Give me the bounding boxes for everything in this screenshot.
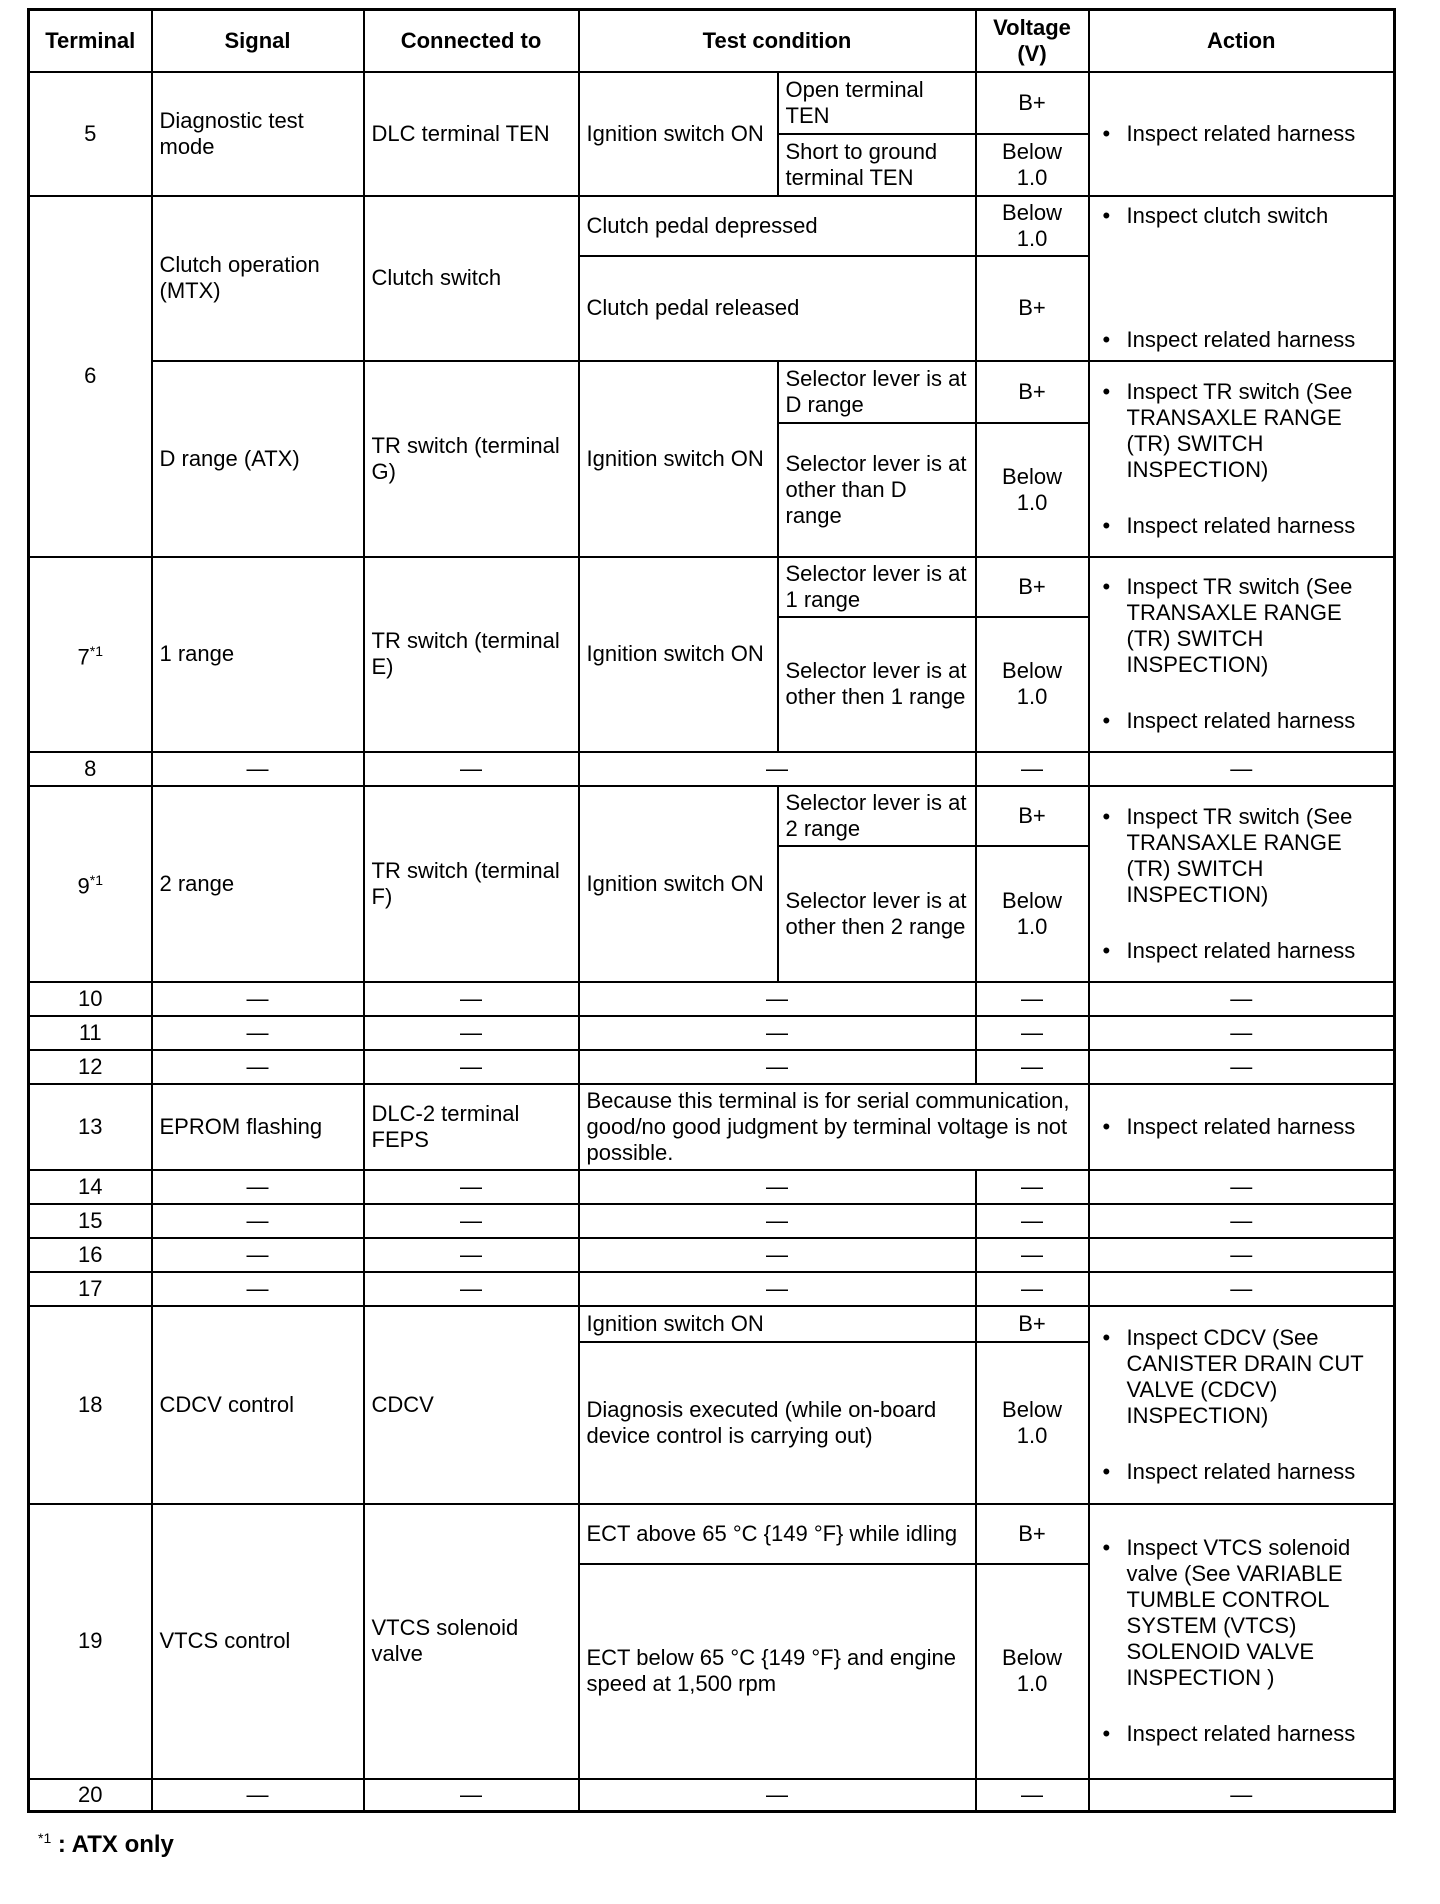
voltage-cell: Below 1.0 xyxy=(976,617,1089,752)
empty-cell: — xyxy=(1089,1238,1395,1272)
table-row xyxy=(29,1779,1395,1812)
table-row xyxy=(29,1306,1395,1342)
empty-cell: — xyxy=(1089,1779,1395,1812)
connected-cell: Clutch switch xyxy=(364,196,579,361)
action-item: • Inspect related harness xyxy=(1127,1114,1387,1140)
footnote-text: : ATX only xyxy=(57,1831,174,1858)
subcondition-cell: Selector lever is at 1 range xyxy=(778,557,976,617)
action-item: • Inspect CDCV (See CANISTER DRAIN CUT VALVE (CDCV) INSPECTION) xyxy=(1127,1325,1387,1429)
action-cell xyxy=(1089,1306,1395,1504)
action-item: • Inspect TR switch (See TRANSAXLE RANGE (TR) SWITCH INSPECTION) xyxy=(1127,574,1387,678)
empty-cell: — xyxy=(579,1204,976,1238)
empty-cell: — xyxy=(152,1238,364,1272)
action-cell xyxy=(1089,1504,1395,1779)
connected-cell: DLC-2 terminal FEPS xyxy=(364,1084,579,1170)
empty-cell: — xyxy=(976,1170,1089,1204)
table-row xyxy=(29,982,1395,1016)
action-item: • Inspect related harness xyxy=(1127,1721,1387,1747)
empty-cell: — xyxy=(364,1050,579,1084)
voltage-cell: Below 1.0 xyxy=(976,196,1089,256)
empty-cell: — xyxy=(579,1238,976,1272)
signal-cell: Diagnostic test mode xyxy=(152,72,364,196)
signal-cell: D range (ATX) xyxy=(152,361,364,557)
table-row xyxy=(29,196,1395,256)
terminal-cell: 8 xyxy=(29,752,152,786)
terminal-cell: 14 xyxy=(29,1170,152,1204)
voltage-cell: B+ xyxy=(976,361,1089,423)
signal-cell: VTCS control xyxy=(152,1504,364,1779)
action-item: • Inspect related harness xyxy=(1127,1459,1387,1485)
header-connected-to: Connected to xyxy=(364,10,579,72)
empty-cell: — xyxy=(579,1779,976,1812)
empty-cell: — xyxy=(579,1050,976,1084)
empty-cell: — xyxy=(976,1016,1089,1050)
empty-cell: — xyxy=(152,752,364,786)
header-terminal: Terminal xyxy=(29,10,152,72)
action-item: • Inspect related harness xyxy=(1127,121,1387,147)
empty-cell: — xyxy=(152,982,364,1016)
empty-cell: — xyxy=(152,1016,364,1050)
empty-cell: — xyxy=(579,752,976,786)
empty-cell: — xyxy=(364,1204,579,1238)
empty-cell: — xyxy=(976,982,1089,1016)
table-row xyxy=(29,786,1395,846)
empty-cell: — xyxy=(364,982,579,1016)
empty-cell: — xyxy=(1089,1016,1395,1050)
connected-cell: TR switch (terminal E) xyxy=(364,557,579,752)
empty-cell: — xyxy=(1089,1204,1395,1238)
empty-cell: — xyxy=(152,1204,364,1238)
empty-cell: — xyxy=(152,1779,364,1812)
empty-cell: — xyxy=(579,1016,976,1050)
voltage-cell: B+ xyxy=(976,256,1089,361)
voltage-cell: B+ xyxy=(976,1306,1089,1342)
table-row xyxy=(29,752,1395,786)
terminal-cell: 19 xyxy=(29,1504,152,1779)
condition-cell: Ignition switch ON xyxy=(579,361,778,557)
condition-cell: ECT below 65 °C {149 °F} and engine speed at 1,500 rpm xyxy=(579,1564,976,1779)
action-item: • Inspect related harness xyxy=(1127,327,1387,353)
header-test-condition: Test condition xyxy=(579,10,976,72)
terminal-cell: 12 xyxy=(29,1050,152,1084)
terminal-cell: 18 xyxy=(29,1306,152,1504)
empty-cell: — xyxy=(1089,1272,1395,1306)
condition-cell: Ignition switch ON xyxy=(579,72,778,196)
table-row xyxy=(29,1050,1395,1084)
empty-cell: — xyxy=(1089,1170,1395,1204)
empty-cell: — xyxy=(152,1050,364,1084)
action-cell xyxy=(1089,361,1395,557)
table-row xyxy=(29,1238,1395,1272)
empty-cell: — xyxy=(579,1272,976,1306)
condition-cell: ECT above 65 °C {149 °F} while idling xyxy=(579,1504,976,1564)
empty-cell: — xyxy=(364,1272,579,1306)
signal-cell: EPROM flashing xyxy=(152,1084,364,1170)
empty-cell: — xyxy=(364,1238,579,1272)
terminal-cell: 16 xyxy=(29,1238,152,1272)
subcondition-cell: Short to ground terminal TEN xyxy=(778,134,976,196)
table-row xyxy=(29,1504,1395,1564)
subcondition-cell: Selector lever is at D range xyxy=(778,361,976,423)
empty-cell: — xyxy=(976,752,1089,786)
condition-cell: Clutch pedal released xyxy=(579,256,976,361)
table-row xyxy=(29,1204,1395,1238)
signal-cell: 2 range xyxy=(152,786,364,982)
connected-cell: TR switch (terminal F) xyxy=(364,786,579,982)
condition-cell: Ignition switch ON xyxy=(579,557,778,752)
connected-cell: DLC terminal TEN xyxy=(364,72,579,196)
footnote xyxy=(38,1830,174,1859)
terminal-cell: 7$^{*1}$ xyxy=(29,557,152,752)
terminal-cell: 9$^{*1}$ xyxy=(29,786,152,982)
empty-cell: — xyxy=(152,1272,364,1306)
voltage-cell: Below 1.0 xyxy=(976,1342,1089,1504)
subcondition-cell: Selector lever is at other then 1 range xyxy=(778,617,976,752)
action-item: • Inspect related harness xyxy=(1127,938,1387,964)
terminal-cell: 17 xyxy=(29,1272,152,1306)
footnote-mark: *1 xyxy=(38,1830,52,1846)
terminal-cell: 6 xyxy=(29,196,152,557)
voltage-cell: B+ xyxy=(976,72,1089,134)
empty-cell: — xyxy=(579,1170,976,1204)
empty-cell: — xyxy=(364,1170,579,1204)
action-cell xyxy=(1089,196,1395,361)
table-row xyxy=(29,1084,1395,1170)
voltage-cell: Below 1.0 xyxy=(976,134,1089,196)
empty-cell: — xyxy=(976,1272,1089,1306)
condition-cell: Clutch pedal depressed xyxy=(579,196,976,256)
header-voltage: Voltage (V) xyxy=(976,10,1089,72)
empty-cell: — xyxy=(1089,1050,1395,1084)
terminal-cell: 11 xyxy=(29,1016,152,1050)
voltage-cell: Below 1.0 xyxy=(976,1564,1089,1779)
empty-cell: — xyxy=(976,1050,1089,1084)
table-row xyxy=(29,1016,1395,1050)
signal-cell: CDCV control xyxy=(152,1306,364,1504)
subcondition-cell: Selector lever is at other then 2 range xyxy=(778,846,976,982)
empty-cell: — xyxy=(364,752,579,786)
empty-cell: — xyxy=(976,1238,1089,1272)
empty-cell: — xyxy=(976,1779,1089,1812)
signal-cell: 1 range xyxy=(152,557,364,752)
table-row xyxy=(29,72,1395,134)
empty-cell: — xyxy=(152,1170,364,1204)
header-signal: Signal xyxy=(152,10,364,72)
action-cell xyxy=(1089,557,1395,752)
voltage-cell: B+ xyxy=(976,1504,1089,1564)
connected-cell: CDCV xyxy=(364,1306,579,1504)
action-item: • Inspect related harness xyxy=(1127,513,1387,539)
action-item: • Inspect TR switch (See TRANSAXLE RANGE (TR) SWITCH INSPECTION) xyxy=(1127,804,1387,908)
empty-cell: — xyxy=(579,982,976,1016)
condition-cell: Ignition switch ON xyxy=(579,786,778,982)
table-row xyxy=(29,1272,1395,1306)
header-action: Action xyxy=(1089,10,1395,72)
terminal-cell: 5 xyxy=(29,72,152,196)
terminal-cell: 13 xyxy=(29,1084,152,1170)
action-item: • Inspect VTCS solenoid valve (See VARIABLE TUMBLE CONTROL SYSTEM (VTCS) SOLENOID VALVE INSPECTION ) xyxy=(1127,1535,1387,1691)
terminal-cell: 10 xyxy=(29,982,152,1016)
voltage-cell: B+ xyxy=(976,786,1089,846)
table-row xyxy=(29,557,1395,617)
action-cell xyxy=(1089,1084,1395,1170)
action-item: • Inspect TR switch (See TRANSAXLE RANGE (TR) SWITCH INSPECTION) xyxy=(1127,379,1387,483)
table-row xyxy=(29,1170,1395,1204)
subcondition-cell: Open terminal TEN xyxy=(778,72,976,134)
condition-cell: Because this terminal is for serial communication, good/no good judgment by terminal voltage is not possible. xyxy=(579,1084,1089,1170)
empty-cell: — xyxy=(976,1204,1089,1238)
empty-cell: — xyxy=(364,1779,579,1812)
table-row xyxy=(29,361,1395,423)
subcondition-cell: Selector lever is at 2 range xyxy=(778,786,976,846)
terminal-cell: 20 xyxy=(29,1779,152,1812)
empty-cell: — xyxy=(1089,982,1395,1016)
connected-cell: TR switch (terminal G) xyxy=(364,361,579,557)
connected-cell: VTCS solenoid valve xyxy=(364,1504,579,1779)
action-item: • Inspect clutch switch xyxy=(1127,203,1387,229)
signal-cell: Clutch operation (MTX) xyxy=(152,196,364,361)
condition-cell: Ignition switch ON xyxy=(579,1306,976,1342)
voltage-cell: Below 1.0 xyxy=(976,423,1089,557)
empty-cell: — xyxy=(364,1016,579,1050)
empty-cell: — xyxy=(1089,752,1395,786)
header-row xyxy=(29,10,1395,72)
voltage-cell: B+ xyxy=(976,557,1089,617)
voltage-cell: Below 1.0 xyxy=(976,846,1089,982)
subcondition-cell: Selector lever is at other than D range xyxy=(778,423,976,557)
condition-cell: Diagnosis executed (while on-board device control is carrying out) xyxy=(579,1342,976,1504)
action-item: • Inspect related harness xyxy=(1127,708,1387,734)
action-cell xyxy=(1089,786,1395,982)
action-cell xyxy=(1089,72,1395,196)
terminal-cell: 15 xyxy=(29,1204,152,1238)
terminal-voltage-table xyxy=(27,8,1396,1813)
